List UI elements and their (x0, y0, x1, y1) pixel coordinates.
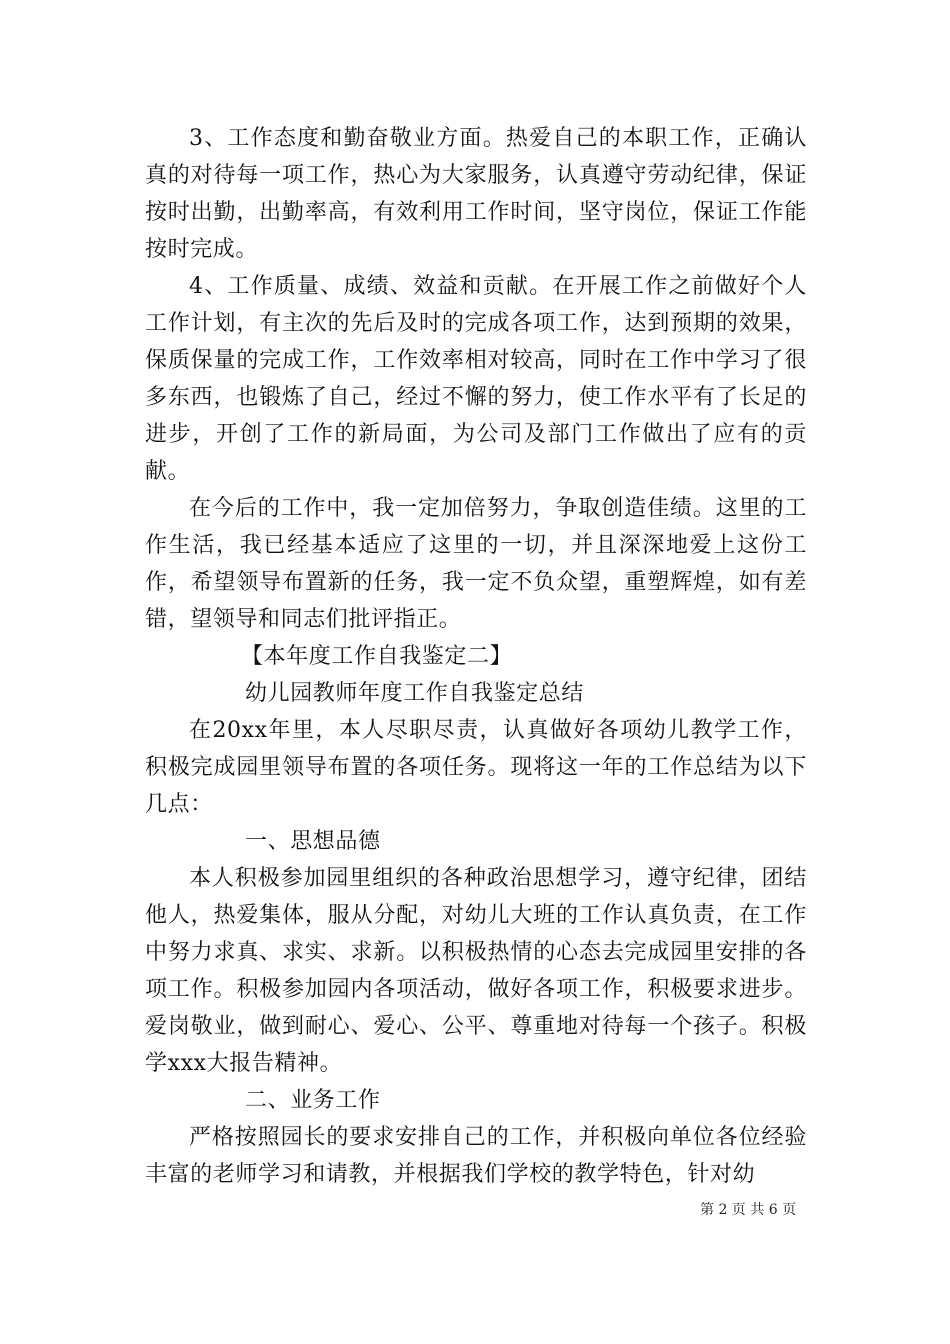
section-title: 【本年度工作自我鉴定二】 (241, 644, 513, 669)
page-number-footer: 第 2 页 共 6 页 (700, 1202, 797, 1218)
document-subtitle: 幼儿园教师年度工作自我鉴定总结 (245, 681, 585, 706)
paragraph-work-quality: 4、工作质量、成绩、效益和贡献。在开展工作之前做好个人工作计划，有主次的先后及时的完成各项工作，达到预期的效果，保质保量的完成工作，工作效率相对较高，同时在工作中学习了很多东西，也锻炼了自己，经过不懈的努力，使工作水平有了长足的进步，开创了工作的新局面，为公司及部门工作做出了应有的贡献。 (145, 274, 807, 484)
heading-business-work: 二、业务工作 (245, 1088, 381, 1113)
paragraph-work-attitude: 3、工作态度和勤奋敬业方面。热爱自己的本职工作，正确认真的对待每一项工作，热心为大家服务，认真遵守劳动纪律，保证按时出勤，出勤率高，有效利用工作时间，坚守岗位，保证工作能按时完成。 (145, 126, 807, 262)
paragraph-business-work: 严格按照园长的要求安排自己的工作，并积极向单位各位经验丰富的老师学习和请教，并根据我们学校的教学特色，针对幼 (145, 1125, 807, 1187)
paragraph-intro: 在20xx年里，本人尽职尽责，认真做好各项幼儿教学工作，积极完成园里领导布置的各项任务。现将这一年的工作总结为以下几点： (145, 718, 807, 817)
paragraph-morality: 本人积极参加园里组织的各种政治思想学习，遵守纪律，团结他人，热爱集体，服从分配，对幼儿大班的工作认真负责，在工作中努力求真、求实、求新。以积极热情的心态去完成园里安排的各项工作。积极参加园内各项活动，做好各项工作，积极要求进步。爱岗敬业，做到耐心、爱心、公平、尊重地对待每一个孩子。积极学xxx大报告精神。 (145, 866, 807, 1076)
paragraph-future-work: 在今后的工作中，我一定加倍努力，争取创造佳绩。这里的工作生活，我已经基本适应了这里的一切，并且深深地爱上这份工作，希望领导布置新的任务，我一定不负众望，重塑辉煌，如有差错，望领导和同志们批评指正。 (145, 496, 807, 632)
document-body (145, 120, 807, 1193)
heading-morality: 一、思想品德 (245, 829, 381, 854)
